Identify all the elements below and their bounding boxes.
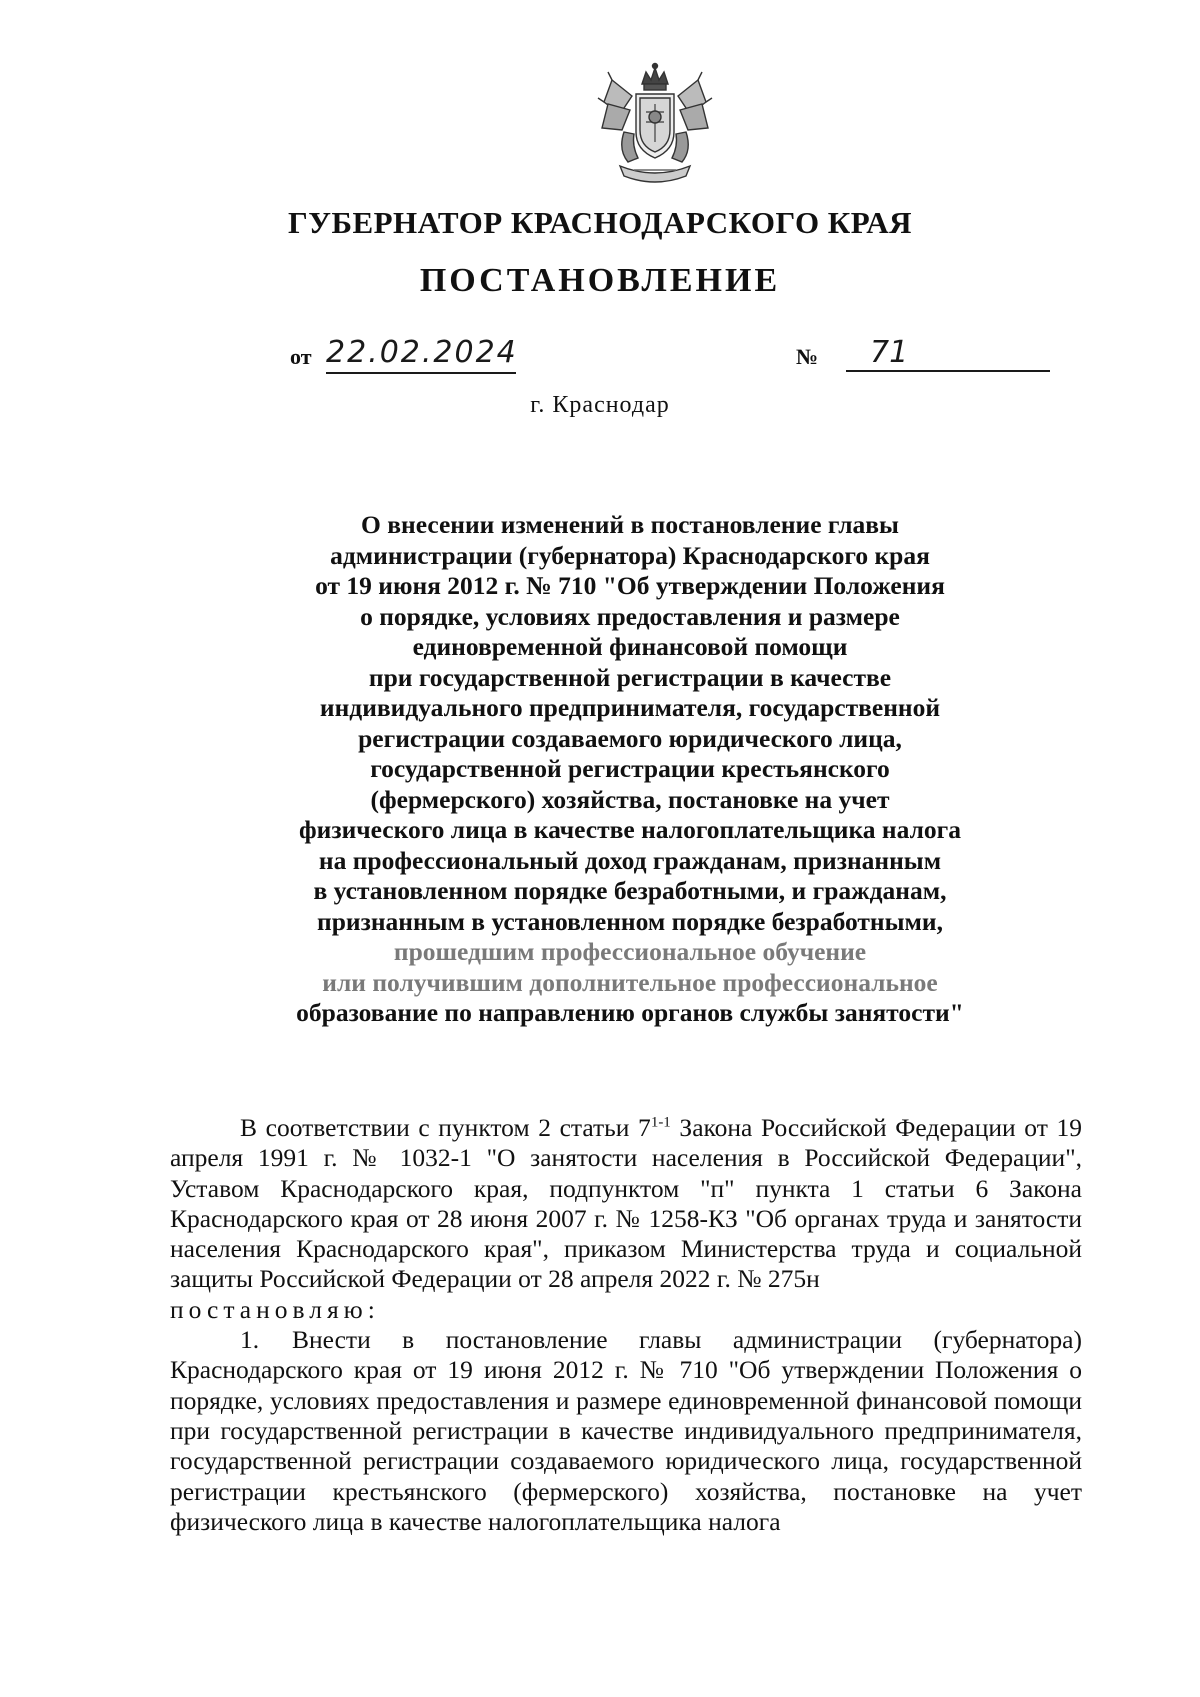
subject-line: при государственной регистрации в качестве: [368, 662, 892, 692]
subject-line: признанным в установленном порядке безработными,: [317, 906, 943, 936]
subject-line: на профессиональный доход гражданам, признанным: [318, 845, 942, 875]
subject-line: индивидуального предпринимателя, государственной: [319, 693, 941, 722]
subject-line: государственной регистрации крестьянского: [370, 754, 890, 783]
article-superscript: 1-1: [650, 1114, 671, 1131]
preamble-text-start: В соответствии с пунктом 2 статьи 7: [240, 1113, 651, 1142]
subject-line: прошедшим профессиональное обучение: [393, 937, 867, 966]
subject-line: физического лица в качестве налогоплательщика налога: [299, 815, 961, 844]
number-prefix: №: [796, 344, 819, 369]
issuing-authority: ГУБЕРНАТОР КРАСНОДАРСКОГО КРАЯ: [287, 205, 913, 240]
subject-line: (фермерского) хозяйства, постановке на учет: [370, 784, 890, 814]
issue-city: г. Краснодар: [530, 392, 670, 418]
subject-line: или получившим дополнительное профессиональное: [322, 967, 938, 997]
subject-line: образование по направлению органов службы занятости": [296, 998, 964, 1027]
subject-line: о порядке, условиях предоставления и размере: [360, 601, 900, 631]
subject-line: регистрации создаваемого юридического лица,: [358, 723, 902, 753]
document-subject-title: [200, 510, 1060, 1029]
preamble-paragraph: [170, 1113, 1082, 1295]
resolve-word: постановляю:: [170, 1294, 380, 1324]
document-body: [170, 1113, 1082, 1537]
subject-line: администрации (губернатора) Краснодарского края: [330, 540, 930, 570]
resolve-paragraph: [170, 1295, 1082, 1325]
document-number: 71: [846, 334, 1050, 372]
date-number-row: [290, 335, 1050, 378]
item-1-number: 1.: [240, 1325, 260, 1355]
subject-line: единовременной финансовой помощи: [412, 632, 848, 661]
subject-line: от 19 июня 2012 г. № 710 "Об утверждении Положения: [315, 571, 945, 600]
subject-line: О внесении изменений в постановление главы: [361, 510, 899, 539]
subject-line: в установленном порядке безработными, и гражданам,: [313, 876, 947, 905]
item-1-paragraph: [170, 1325, 1082, 1537]
document-date: 22.02.2024: [326, 334, 516, 374]
item-1-text: Внести в постановление главы администрации (губернатора) Краснодарского края от 19 июня 2012 г. № 710 "Об утверждении Положения о порядке, условиях предоставления и размере единовременной финансовой помощи при государственной регистрации в качестве индивидуального предпринимателя, государственной регистрации создаваемого юридического лица, государственной регистрации крестьянского (фермерского) хозяйства, постановке на учет физического лица в качестве налогоплательщика налога: [170, 1325, 1082, 1536]
preamble-text-end: Закона Российской Федерации от 19 апреля 1991 г. № 1032-1 "О занятости населения в Российской Федерации", Уставом Краснодарского края, подпунктом "п" пункта 1 статьи 6 Закона Краснодарского края от 28 июня 2007 г. № 1258-КЗ "Об органах труда и занятости населения Краснодарского края", приказом Министерства труда и социальной защиты Российской Федерации от 28 апреля 2022 г. № 275н: [170, 1113, 1082, 1294]
coat-of-arms-icon: [594, 62, 716, 190]
date-prefix: от: [290, 344, 312, 369]
document-type-title: ПОСТАНОВЛЕНИЕ: [419, 262, 781, 299]
